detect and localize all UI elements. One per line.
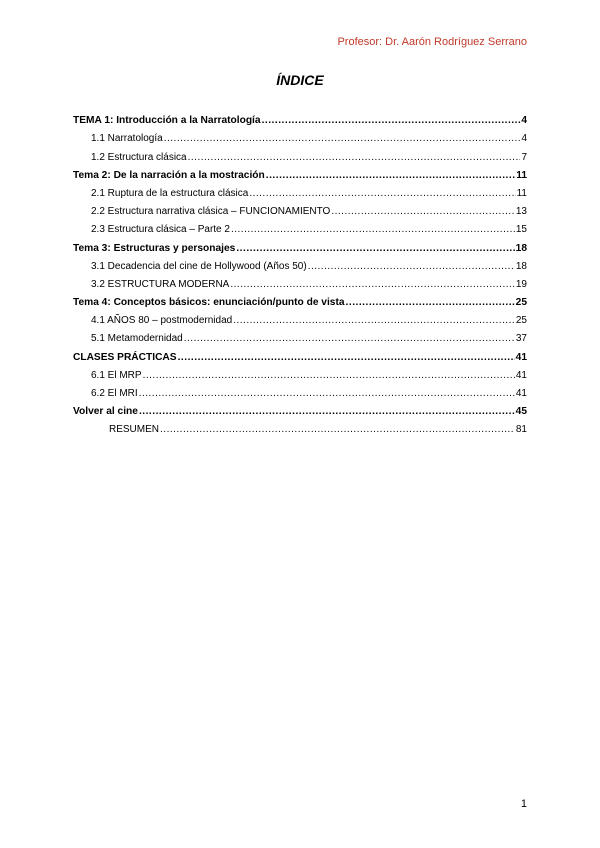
toc-dot-leader	[236, 243, 514, 255]
toc-entry-page: 7	[521, 151, 527, 163]
toc-entry[interactable]	[73, 364, 527, 382]
toc-dot-leader	[308, 261, 515, 273]
toc-entry-page: 41	[515, 351, 527, 363]
toc-dot-leader	[249, 188, 515, 200]
toc-entry-label: 5.1 Metamodernidad	[91, 333, 183, 345]
toc-dot-leader	[231, 224, 515, 236]
toc-entry-label: Tema 3: Estructuras y personajes	[73, 242, 236, 254]
toc-dot-leader	[230, 279, 515, 291]
toc-entry[interactable]	[73, 145, 527, 163]
toc-entry[interactable]	[73, 182, 527, 200]
toc-entry-label: RESUMEN	[109, 424, 160, 436]
toc-entry[interactable]	[73, 400, 527, 418]
toc-entry-label: Volver al cine	[73, 406, 138, 418]
toc-entry-label: 3.2 ESTRUCTURA MODERNA	[91, 278, 230, 290]
toc-entry-label: 6.2 El MRI	[91, 388, 138, 399]
toc-entry-label: Tema 4: Conceptos básicos: enunciación/punto de vista	[73, 297, 345, 309]
toc-entry-page: 4	[521, 115, 527, 127]
toc-entry[interactable]	[73, 127, 527, 145]
toc-entry-page: 25	[515, 297, 527, 309]
toc-entry[interactable]	[73, 291, 527, 309]
toc-dot-leader	[346, 297, 515, 309]
toc-dot-leader	[139, 388, 515, 400]
toc-entry-label: Tema 2: De la narración a la mostración	[73, 169, 265, 181]
toc-entry[interactable]	[73, 273, 527, 291]
toc-entry-label: 2.3 Estructura clásica – Parte 2	[91, 224, 230, 236]
toc-entry-page: 15	[515, 224, 527, 236]
toc-dot-leader	[143, 370, 515, 382]
toc-entry-page: 45	[515, 406, 527, 418]
toc-entry[interactable]	[73, 164, 527, 182]
toc-dot-leader	[331, 206, 515, 218]
toc-entry[interactable]	[73, 255, 527, 273]
toc-entry-page: 18	[515, 260, 527, 272]
toc-dot-leader	[160, 424, 515, 436]
toc-entry-page: 81	[515, 424, 527, 436]
toc-dot-leader	[139, 406, 515, 418]
toc-entry-label: 4.1 AÑOS 80 – postmodernidad	[91, 315, 233, 327]
toc-entry-label: 3.1 Decadencia del cine de Hollywood (Años 50)	[91, 260, 307, 272]
toc-dot-leader	[164, 133, 521, 145]
toc-entry-page: 41	[515, 369, 527, 381]
toc-entry[interactable]	[73, 382, 527, 400]
toc-entry-label: 6.1 El MRP	[91, 369, 142, 381]
toc-dot-leader	[233, 315, 515, 327]
toc-entry[interactable]	[73, 309, 527, 327]
toc-entry-page: 25	[515, 315, 527, 327]
toc-entry-label: 1.2 Estructura clásica	[91, 151, 187, 163]
document-header-author: Profesor: Dr. Aarón Rodríguez Serrano	[337, 36, 527, 48]
toc-entry-page: 37	[515, 333, 527, 345]
toc-dot-leader	[178, 352, 515, 364]
toc-dot-leader	[188, 152, 521, 164]
toc-entry-label: 1.1 Narratología	[91, 133, 163, 145]
toc-entry[interactable]	[73, 200, 527, 218]
toc-entry-label: 2.1 Ruptura de la estructura clásica	[91, 187, 249, 199]
toc-dot-leader	[262, 115, 521, 127]
toc-entry-page: 11	[516, 187, 527, 199]
toc-entry[interactable]	[73, 418, 527, 436]
toc-entry[interactable]	[73, 345, 527, 363]
toc-entry-page: 18	[515, 242, 527, 254]
toc-entry-label: 2.2 Estructura narrativa clásica – FUNCIONAMIENTO	[91, 206, 331, 218]
toc-entry-label: TEMA 1: Introducción a la Narratología	[73, 115, 261, 127]
toc-entry-page: 4	[521, 133, 527, 145]
toc-entry[interactable]	[73, 236, 527, 254]
page-number: 1	[520, 798, 527, 810]
table-of-contents	[73, 109, 527, 436]
toc-entry-label: CLASES PRÁCTICAS	[73, 351, 177, 363]
toc-entry-page: 11	[516, 169, 527, 181]
toc-entry-page: 41	[515, 388, 527, 399]
toc-entry[interactable]	[73, 218, 527, 236]
toc-entry[interactable]	[73, 327, 527, 345]
toc-dot-leader	[184, 333, 515, 345]
toc-entry-page: 13	[515, 206, 527, 218]
toc-entry[interactable]	[73, 109, 527, 127]
toc-entry-page: 19	[515, 278, 527, 290]
toc-dot-leader	[266, 170, 515, 182]
index-title: ÍNDICE	[276, 72, 324, 88]
